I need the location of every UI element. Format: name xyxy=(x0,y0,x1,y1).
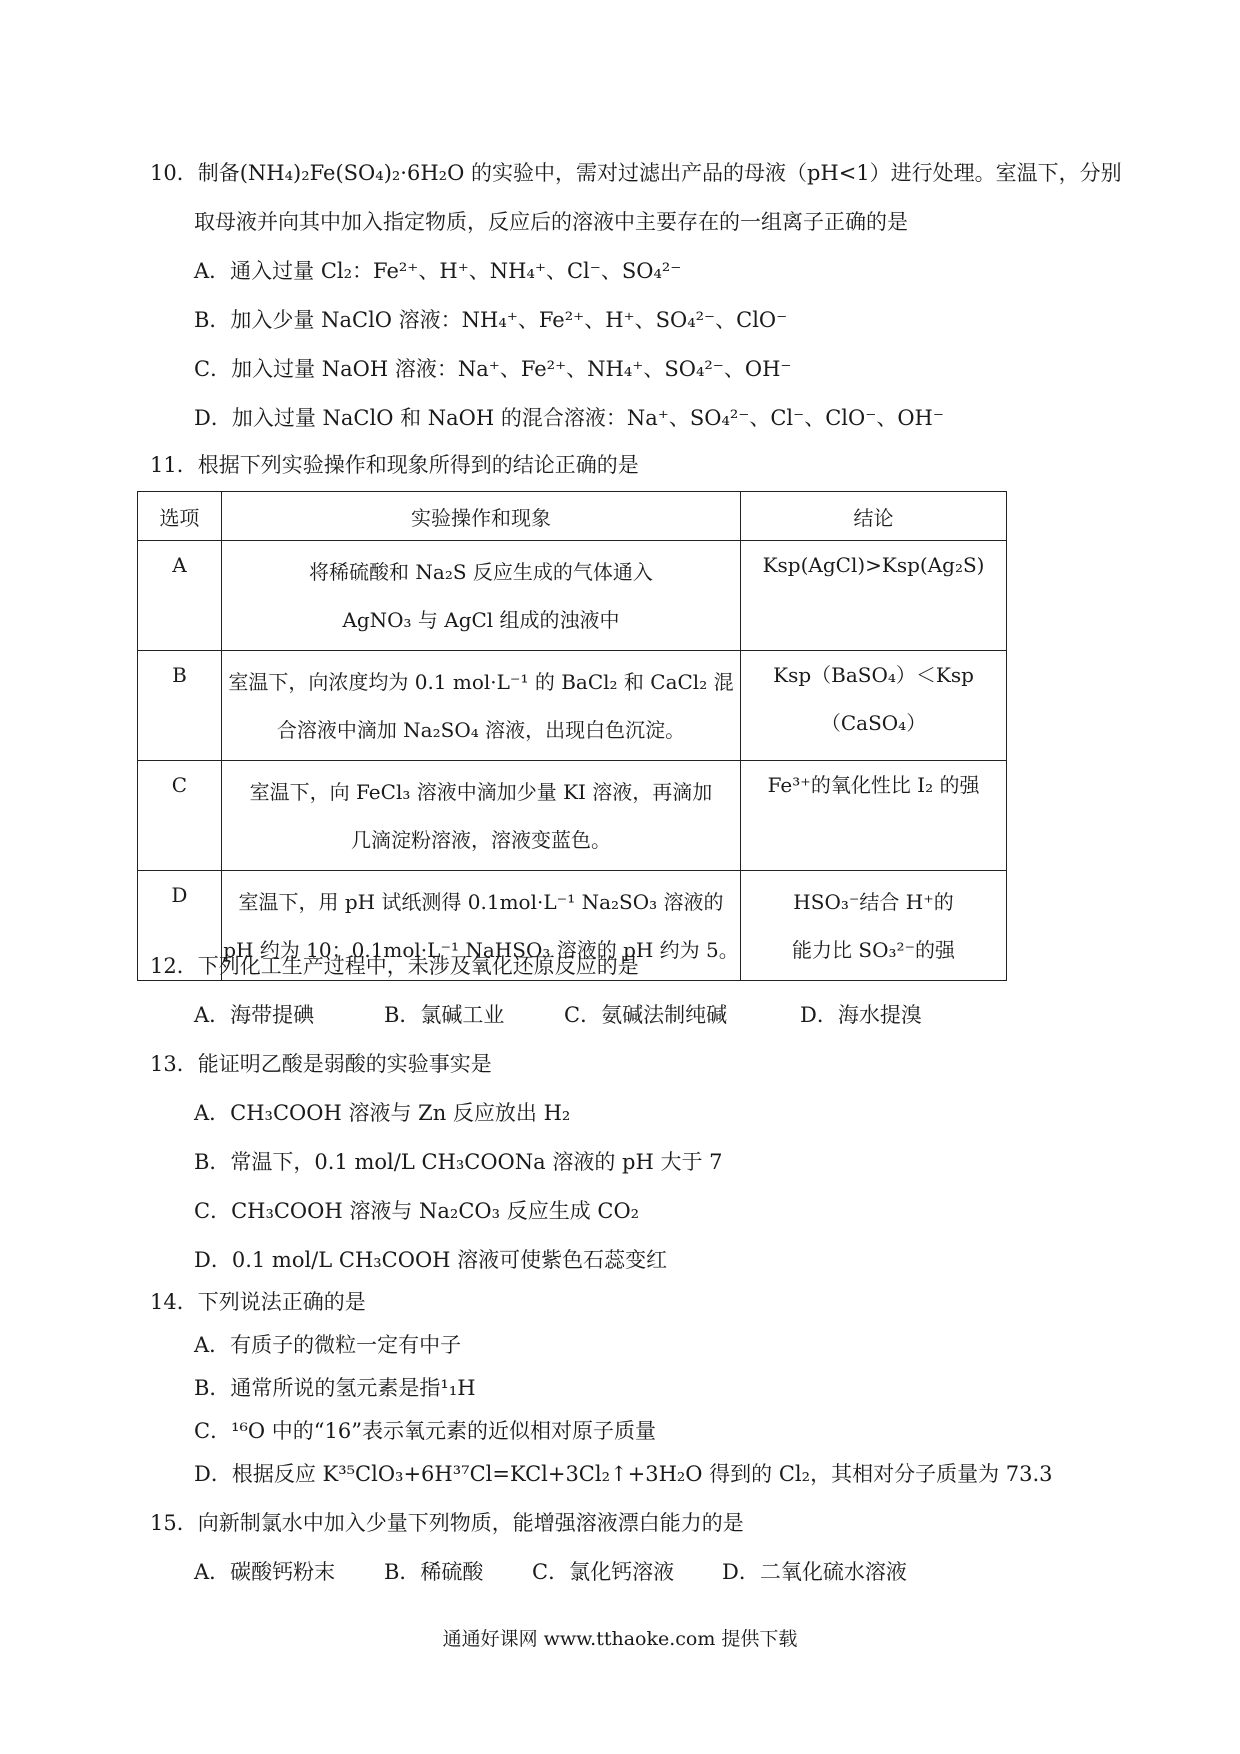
q10-stem-line2: 取母液并向其中加入指定物质，反应后的溶液中主要存在的一组离子正确的是 xyxy=(194,210,908,234)
q10-option-a: A．通入过量 Cl₂：Fe²⁺、H⁺、NH₄⁺、Cl⁻、SO₄²⁻ xyxy=(194,259,682,283)
row-operation-line1: 室温下，向浓度均为 0.1 mol·L⁻¹ 的 BaCl₂ 和 CaCl₂ 混 xyxy=(228,669,734,694)
row-conclusion-line1: Ksp（BaSO₄）＜Ksp（CaSO₄） xyxy=(773,663,974,735)
row-conclusion-line1: HSO₃⁻结合 H⁺的 xyxy=(793,889,954,914)
row-operation-line1: 将稀硫酸和 Na₂S 反应生成的气体通入 xyxy=(309,559,653,584)
row-operation-line2: 合溶液中滴加 Na₂SO₄ 溶液，出现白色沉淀。 xyxy=(276,717,686,742)
q12-option-a: A．海带提碘 xyxy=(194,1003,315,1027)
q13-option-c: C．CH₃COOH 溶液与 Na₂CO₃ 反应生成 CO₂ xyxy=(194,1199,640,1223)
q10-option-c: C．加入过量 NaOH 溶液：Na⁺、Fe²⁺、NH₄⁺、SO₄²⁻、OH⁻ xyxy=(194,357,792,381)
row-conclusion xyxy=(741,871,1007,981)
q14-stem: 14．下列说法正确的是 xyxy=(150,1290,366,1314)
row-operation-line1: 室温下，向 FeCl₃ 溶液中滴加少量 KI 溶液，再滴加 xyxy=(249,779,713,804)
q12-options xyxy=(194,1000,922,1030)
row-option-label: B xyxy=(138,651,222,761)
row-conclusion-line1: Ksp(AgCl)>Ksp(Ag₂S) xyxy=(762,553,985,577)
row-operation-line1: 室温下，用 pH 试纸测得 0.1mol·L⁻¹ Na₂SO₃ 溶液的 xyxy=(238,889,724,914)
row-conclusion-line2: 能力比 SO₃²⁻的强 xyxy=(792,937,956,962)
row-option-label: C xyxy=(138,761,222,871)
row-operation xyxy=(221,541,740,651)
q10-option-d: D．加入过量 NaClO 和 NaOH 的混合溶液：Na⁺、SO₄²⁻、Cl⁻、ClO⁻、OH⁻ xyxy=(194,406,944,430)
row-option-label: D xyxy=(138,871,222,981)
q14-option-c: C．¹⁶O 中的“16”表示氧元素的近似相对原子质量 xyxy=(194,1419,656,1443)
q15-option-a: A．碳酸钙粉末 xyxy=(194,1560,336,1584)
q14-option-a: A．有质子的微粒一定有中子 xyxy=(194,1333,462,1357)
table-row xyxy=(138,761,1007,871)
q13-option-d: D．0.1 mol/L CH₃COOH 溶液可使紫色石蕊变红 xyxy=(194,1248,668,1272)
row-conclusion xyxy=(741,651,1007,761)
row-operation-line2: 几滴淀粉溶液，溶液变蓝色。 xyxy=(350,827,611,852)
row-conclusion xyxy=(741,761,1007,871)
row-option-label: A xyxy=(138,541,222,651)
q12-option-d: D．海水提溴 xyxy=(800,1003,922,1027)
row-operation-line2: AgNO₃ 与 AgCl 组成的浊液中 xyxy=(342,607,620,632)
table-header-row xyxy=(138,492,1007,541)
q14-option-d: D．根据反应 K³⁵ClO₃+6H³⁷Cl=KCl+3Cl₂↑+3H₂O 得到的 Cl₂，其相对分子质量为 73.3 xyxy=(194,1462,1053,1486)
q15-option-b: B．稀硫酸 xyxy=(384,1560,484,1584)
table-row xyxy=(138,541,1007,651)
q13-stem: 13．能证明乙酸是弱酸的实验事实是 xyxy=(150,1052,492,1076)
q13-option-b: B．常温下，0.1 mol/L CH₃COONa 溶液的 pH 大于 7 xyxy=(194,1150,723,1174)
q12-stem: 12．下列化工生产过程中，未涉及氧化还原反应的是 xyxy=(150,954,639,978)
q10-option-b: B．加入少量 NaClO 溶液：NH₄⁺、Fe²⁺、H⁺、SO₄²⁻、ClO⁻ xyxy=(194,308,788,332)
q14-option-b: B．通常所说的氢元素是指¹₁H xyxy=(194,1376,476,1400)
header-conclusion: 结论 xyxy=(741,492,1007,541)
row-conclusion-line1: Fe³⁺的氧化性比 I₂ 的强 xyxy=(767,773,980,797)
q12-option-c: C．氨碱法制纯碱 xyxy=(564,1003,728,1027)
q15-option-c: C．氯化钙溶液 xyxy=(532,1560,675,1584)
q10-stem-line1: 10．制备(NH₄)₂Fe(SO₄)₂·6H₂O 的实验中，需对过滤出产品的母液（pH<1）进行处理。室温下，分别 xyxy=(150,161,1122,185)
q11-table xyxy=(137,491,1007,981)
q15-stem: 15．向新制氯水中加入少量下列物质，能增强溶液漂白能力的是 xyxy=(150,1511,744,1535)
q15-options xyxy=(194,1557,907,1587)
q15-option-d: D．二氧化硫水溶液 xyxy=(722,1560,907,1584)
row-conclusion xyxy=(741,541,1007,651)
q12-option-b: B．氯碱工业 xyxy=(384,1003,505,1027)
table-row xyxy=(138,651,1007,761)
header-option: 选项 xyxy=(138,492,222,541)
row-operation xyxy=(221,651,740,761)
header-operation: 实验操作和现象 xyxy=(221,492,740,541)
q13-option-a: A．CH₃COOH 溶液与 Zn 反应放出 H₂ xyxy=(194,1101,571,1125)
page-footer: 通通好课网 www.tthaoke.com 提供下载 xyxy=(442,1628,798,1650)
q11-stem: 11．根据下列实验操作和现象所得到的结论正确的是 xyxy=(150,453,639,477)
row-operation-line2: pH 约为 10；0.1mol·L⁻¹ NaHSO₃ 溶液的 pH 约为 5。 xyxy=(223,937,739,962)
row-operation xyxy=(221,761,740,871)
